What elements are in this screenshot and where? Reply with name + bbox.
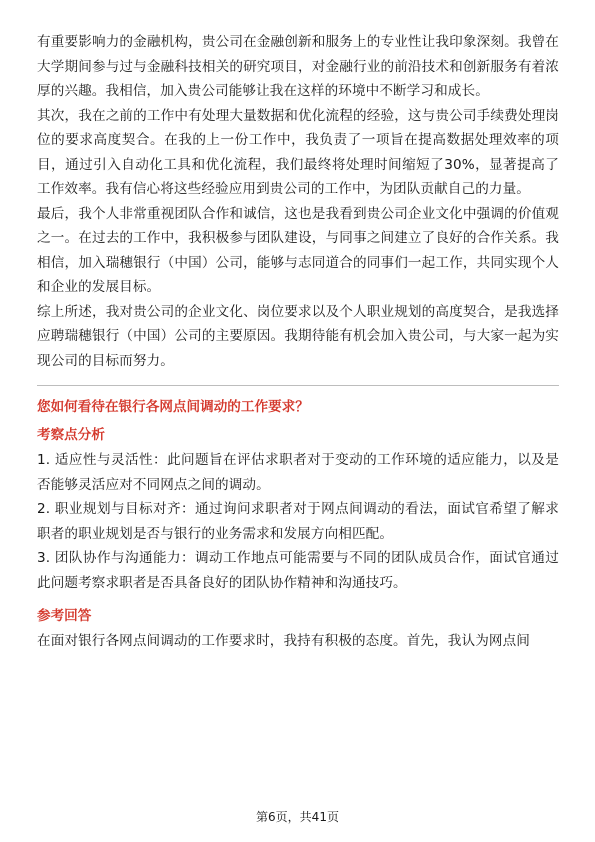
analysis-point: 2. 职业规划与目标对齐：通过询问求职者对于网点间调动的看法，面试官希望了解求职者的职业规划是否与银行的业务需求和发展方向相匹配。 [37,501,559,542]
body-paragraph: 有重要影响力的金融机构，贵公司在金融创新和服务上的专业性让我印象深刻。我曾在大学期间参与过与金融科技相关的研究项目，对金融行业的前沿技术和创新服务有着浓厚的兴趣。我相信，加入贵公司能够让我在这样的环境中不断学习和成长。 [37,34,559,99]
answer-text: 在面对银行各网点间调动的工作要求时，我持有积极的态度。首先，我认为网点间 [37,633,530,649]
analysis-title: 考察点分析 [37,427,105,443]
section-divider [37,385,559,386]
body-paragraph: 其次，我在之前的工作中有处理大量数据和优化流程的经验，这与贵公司手续费处理岗位的要求高度契合。在我的上一份工作中，我负责了一项旨在提高数据处理效率的项目，通过引入自动化工具和优化流程，我们最终将处理时间缩短了30%，显著提高了工作效率。我有信心将这些经验应用到贵公司的工作中，为团队贡献自己的力量。 [37,107,559,197]
document-page [37,30,559,654]
body-paragraph: 最后，我个人非常重视团队合作和诚信，这也是我看到贵公司企业文化中强调的价值观之一。在过去的工作中，我积极参与团队建设，与同事之间建立了良好的合作关系。我相信，加入瑞穗银行（中国）公司，能够与志同道合的同事们一起工作，共同实现个人和企业的发展目标。 [37,205,559,295]
analysis-point: 3. 团队协作与沟通能力：调动工作地点可能需要与不同的团队成员合作，面试官通过此问题考察求职者是否具备良好的团队协作精神和沟通技巧。 [37,550,559,591]
question-heading: 您如何看待在银行各网点间调动的工作要求？ [37,399,309,415]
answer-title: 参考回答 [37,608,92,624]
body-paragraph: 综上所述，我对贵公司的企业文化、岗位要求以及个人职业规划的高度契合，是我选择应聘瑞穗银行（中国）公司的主要原因。我期待能有机会加入贵公司，与大家一起为实现公司的目标而努力。 [37,303,559,369]
page-footer: 第6页，共41页 [256,810,339,824]
analysis-point: 1. 适应性与灵活性：此问题旨在评估求职者对于变动的工作环境的适应能力，以及是否能够灵活应对不同网点之间的调动。 [37,452,559,493]
